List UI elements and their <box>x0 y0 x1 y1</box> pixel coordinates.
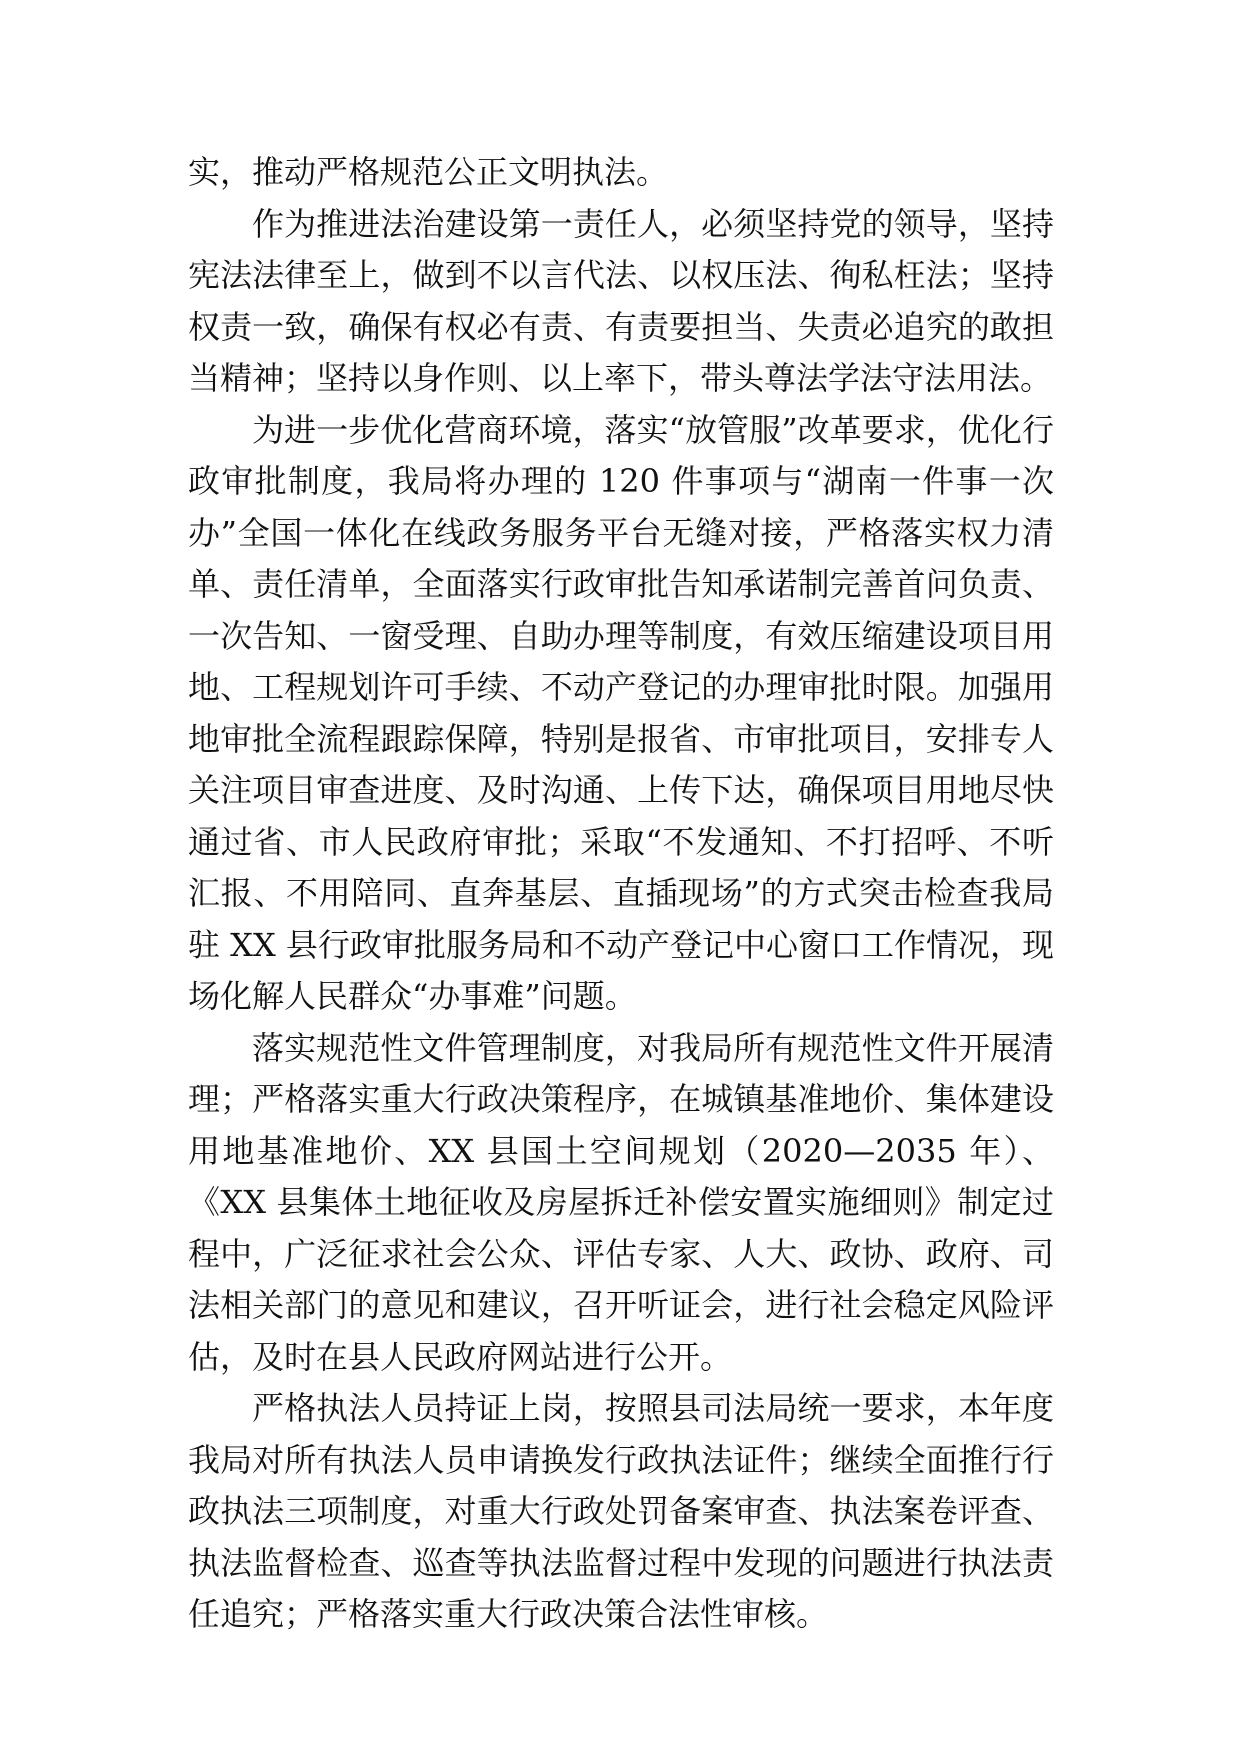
paragraph-rule-of-law-responsibility: 作为推进法治建设第一责任人，必须坚持党的领导，坚持宪法法律至上，做到不以言代法、以权压法、徇私枉法；坚持权责一致，确保有权必有责、有责要担当、失责必追究的敢担当精神；坚持以身作则、以上率下，带头尊法学法守法用法。 <box>188 204 1054 397</box>
paragraph-normative-documents: 落实规范性文件管理制度，对我局所有规范性文件开展清理；严格落实重大行政决策程序，在城镇基准地价、集体建设用地基准地价、XX 县国土空间规划（2020—2035 年）、《XX 县集体土地征收及房屋拆迁补偿安置实施细则》制定过程中，广泛征求社会公众、评估专家、人大、政协、政府、司法相关部门的意见和建议，召开听证会，进行社会稳定风险评估，及时在县人民政府网站进行公开。 <box>188 1028 1054 1376</box>
paragraph-law-enforcement-certification: 严格执法人员持证上岗，按照县司法局统一要求，本年度我局对所有执法人员申请换发行政执法证件；继续全面推行行政执法三项制度，对重大行政处罚备案审查、执法案卷评查、执法监督检查、巡查等执法监督过程中发现的问题进行执法责任追究；严格落实重大行政决策合法性审核。 <box>188 1389 1054 1633</box>
body-text <box>188 147 1054 1641</box>
paragraph-continuation: 实，推动严格规范公正文明执法。 <box>188 153 669 191</box>
paragraph-business-environment: 为进一步优化营商环境，落实“放管服”改革要求，优化行政审批制度，我局将办理的 120 件事项与“湖南一件事一次办”全国一体化在线政务服务平台无缝对接，严格落实权力清单、责任清单，全面落实行政审批告知承诺制完善首问负责、一次告知、一窗受理、自助办理等制度，有效压缩建设项目用地、工程规划许可手续、不动产登记的办理审批时限。加强用地审批全流程跟踪保障，特别是报省、市审批项目，安排专人关注项目审查进度、及时沟通、上传下达，确保项目用地尽快通过省、市人民政府审批；采取“不发通知、不打招呼、不听汇报、不用陪同、直奔基层、直插现场”的方式突击检查我局驻 XX 县行政审批服务局和不动产登记中心窗口工作情况，现场化解人民群众“办事难”问题。 <box>188 410 1054 1015</box>
